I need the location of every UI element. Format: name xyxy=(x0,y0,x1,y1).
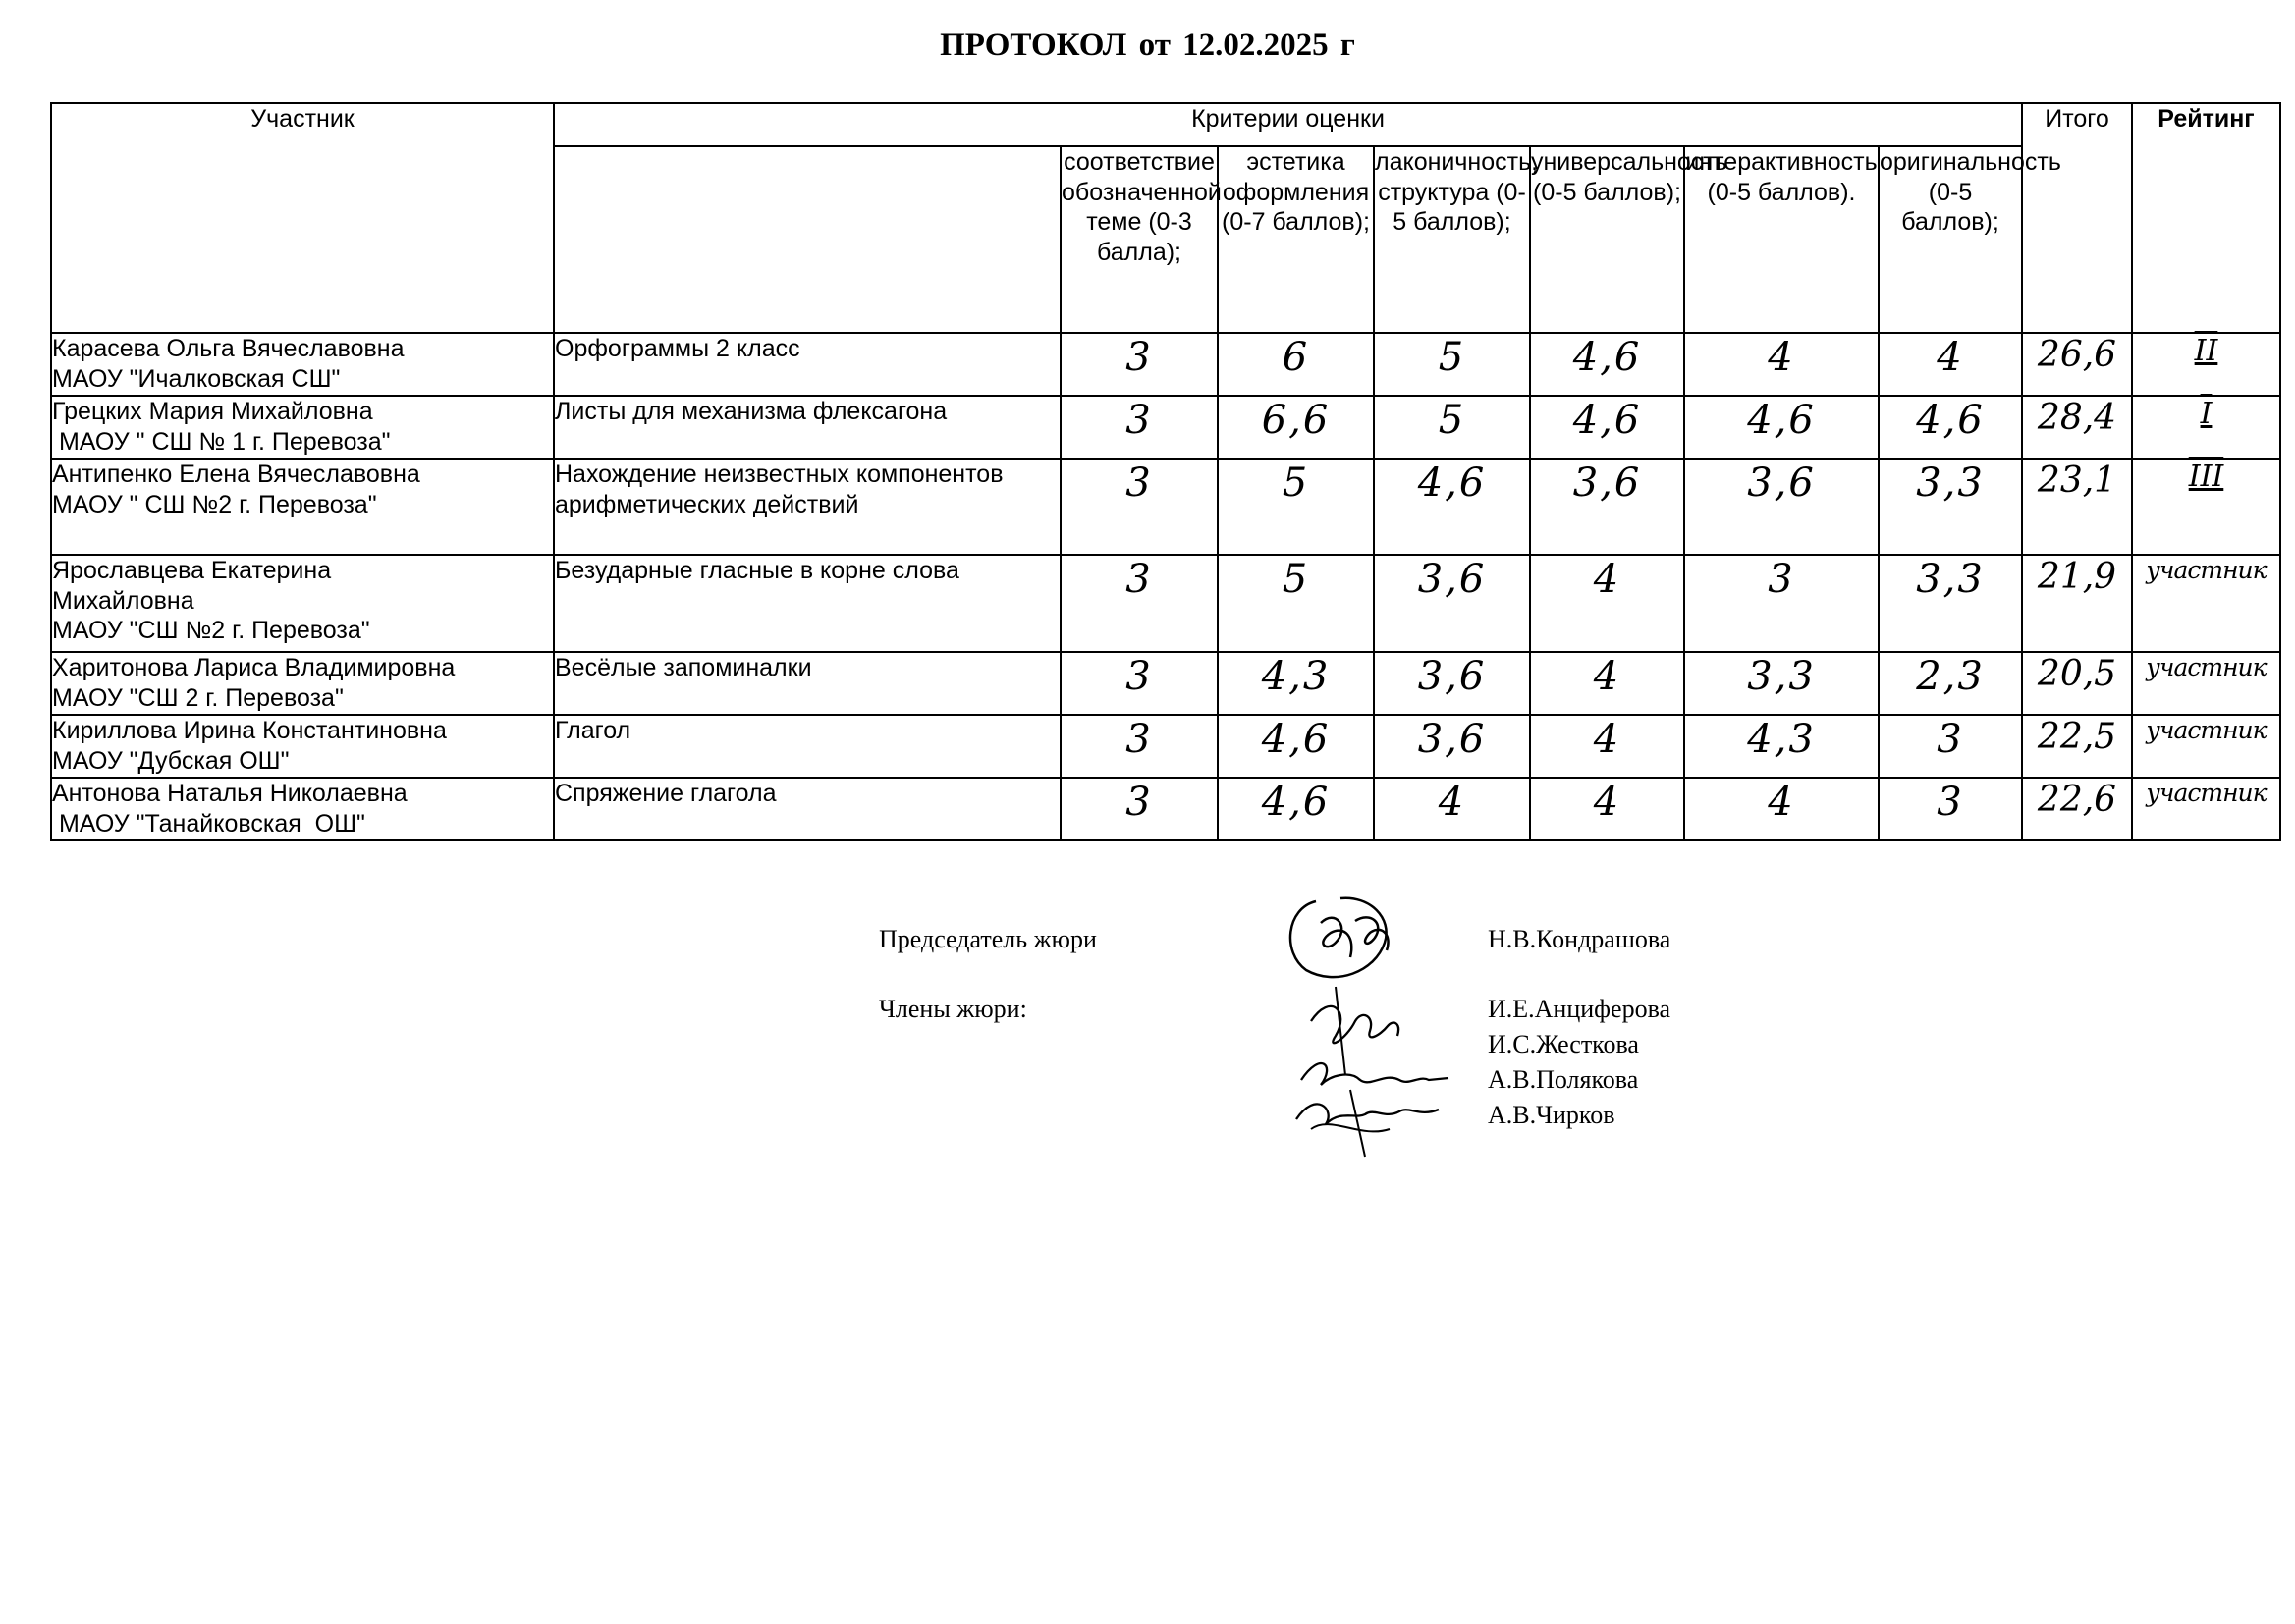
score-cell: 4,3 xyxy=(1684,715,1879,778)
participant-school: МАОУ "СШ 2 г. Перевоза" xyxy=(52,683,344,712)
total-cell: 22,6 xyxy=(2022,778,2132,840)
score-cell: 3 xyxy=(1684,555,1879,652)
participant-name: Карасева Ольга Вячеславовна xyxy=(52,335,405,362)
score-cell: 4 xyxy=(1530,555,1684,652)
participant-name: Антипенко Елена Вячеславовна xyxy=(52,460,420,488)
participant-school: МАОУ "Дубская ОШ" xyxy=(52,746,290,775)
rating-cell: участник xyxy=(2132,555,2280,652)
criterion-5: интерактивность (0-5 баллов). xyxy=(1684,146,1879,333)
score-cell: 5 xyxy=(1218,555,1374,652)
score-cell: 4 xyxy=(1530,652,1684,715)
table-row xyxy=(51,396,2280,459)
score-cell: 4,3 xyxy=(1218,652,1374,715)
topic-cell: Весёлые запоминалки xyxy=(554,652,1061,715)
rating-cell: участник xyxy=(2132,652,2280,715)
score-cell: 3,6 xyxy=(1374,652,1530,715)
total-cell: 21,9 xyxy=(2022,555,2132,652)
score-cell: 3,3 xyxy=(1879,459,2022,555)
total-cell: 22,5 xyxy=(2022,715,2132,778)
score-cell: 6 xyxy=(1218,333,1374,396)
participant-school: МАОУ "Танайковская ОШ" xyxy=(52,809,365,838)
header-rating: Рейтинг xyxy=(2132,103,2280,333)
participant-cell xyxy=(51,715,554,778)
score-cell: 4 xyxy=(1530,715,1684,778)
participant-cell xyxy=(51,459,554,555)
topic-cell: Листы для механизма флексагона xyxy=(554,396,1061,459)
participant-name: Антонова Наталья Николаевна xyxy=(52,780,408,807)
members-signatures xyxy=(1291,982,1488,1159)
score-cell: 4,6 xyxy=(1684,396,1879,459)
rating-cell: I xyxy=(2132,396,2280,459)
score-cell: 3,3 xyxy=(1879,555,2022,652)
participant-cell xyxy=(51,555,554,652)
header-total: Итого xyxy=(2022,103,2132,333)
chair-label: Председатель жюри xyxy=(879,925,1097,953)
score-cell: 3 xyxy=(1061,555,1218,652)
score-cell: 4,6 xyxy=(1374,459,1530,555)
topic-cell: Безударные гласные в корне слова xyxy=(554,555,1061,652)
participant-school: МАОУ "Ичалковская СШ" xyxy=(52,364,341,393)
jury-member: И.С.Жесткова xyxy=(1488,1030,1639,1058)
participant-name: Кириллова Ирина Константиновна xyxy=(52,717,447,744)
members-label: Члены жюри: xyxy=(879,995,1027,1023)
rating-cell: II xyxy=(2132,333,2280,396)
score-cell: 3 xyxy=(1061,778,1218,840)
score-cell: 3 xyxy=(1061,459,1218,555)
criterion-1: соответствие обозначенной теме (0-3 балла); xyxy=(1061,146,1218,333)
score-cell: 3,6 xyxy=(1374,715,1530,778)
table-row xyxy=(51,555,2280,652)
rating-cell: участник xyxy=(2132,715,2280,778)
participant-school: МАОУ " СШ № 1 г. Перевоза" xyxy=(52,427,391,456)
criterion-3: лаконичность, структура (0-5 баллов); xyxy=(1374,146,1530,333)
score-cell: 3 xyxy=(1061,715,1218,778)
participant-cell xyxy=(51,333,554,396)
participant-school: МАОУ "СШ №2 г. Перевоза" xyxy=(52,617,370,644)
rating-cell: III xyxy=(2132,459,2280,555)
jury-member: И.Е.Анциферова xyxy=(1488,995,1671,1023)
header-criteria: Критерии оценки xyxy=(554,103,2022,146)
criterion-2: эстетика оформления (0-7 баллов); xyxy=(1218,146,1374,333)
topic-cell: Орфограммы 2 класс xyxy=(554,333,1061,396)
score-cell: 3 xyxy=(1879,778,2022,840)
score-cell: 4 xyxy=(1530,778,1684,840)
members-list xyxy=(1488,992,1670,1133)
score-cell: 4,6 xyxy=(1530,396,1684,459)
score-cell: 4 xyxy=(1684,333,1879,396)
score-cell: 4 xyxy=(1879,333,2022,396)
participant-name: Грецких Мария Михайловна xyxy=(52,398,373,425)
protocol-title: ПРОТОКОЛ от 12.02.2025 г xyxy=(940,27,1355,63)
participant-name: Харитонова Лариса Владимировна xyxy=(52,654,456,681)
score-cell: 5 xyxy=(1374,333,1530,396)
score-cell: 3,6 xyxy=(1684,459,1879,555)
header-topic-blank xyxy=(554,146,1061,333)
score-cell: 4,6 xyxy=(1218,778,1374,840)
score-cell: 3 xyxy=(1061,396,1218,459)
score-cell: 4,6 xyxy=(1218,715,1374,778)
score-cell: 6,6 xyxy=(1218,396,1374,459)
criterion-4: универсальность (0-5 баллов); xyxy=(1530,146,1684,333)
total-cell: 26,6 xyxy=(2022,333,2132,396)
score-cell: 3,3 xyxy=(1684,652,1879,715)
topic-cell: Спряжение глагола xyxy=(554,778,1061,840)
header-participant: Участник xyxy=(51,103,554,333)
topic-cell: Глагол xyxy=(554,715,1061,778)
table-row xyxy=(51,778,2280,840)
table-row xyxy=(51,459,2280,555)
participant-name: Ярославцева Екатерина Михайловна xyxy=(52,557,332,615)
participant-cell xyxy=(51,778,554,840)
score-cell: 3 xyxy=(1061,652,1218,715)
score-cell: 3 xyxy=(1061,333,1218,396)
topic-cell: Нахождение неизвестных компонентов арифметических действий xyxy=(554,459,1061,555)
score-cell: 5 xyxy=(1374,396,1530,459)
rating-cell: участник xyxy=(2132,778,2280,840)
results-table xyxy=(50,102,2281,841)
total-cell: 23,1 xyxy=(2022,459,2132,555)
score-cell: 3 xyxy=(1879,715,2022,778)
table-row xyxy=(51,652,2280,715)
total-cell: 28,4 xyxy=(2022,396,2132,459)
participant-cell xyxy=(51,652,554,715)
score-cell: 5 xyxy=(1218,459,1374,555)
jury-member: А.В.Полякова xyxy=(1488,1065,1639,1094)
table-row xyxy=(51,715,2280,778)
score-cell: 3,6 xyxy=(1374,555,1530,652)
score-cell: 2,3 xyxy=(1879,652,2022,715)
participant-cell xyxy=(51,396,554,459)
score-cell: 4,6 xyxy=(1879,396,2022,459)
score-cell: 4,6 xyxy=(1530,333,1684,396)
jury-member: А.В.Чирков xyxy=(1488,1101,1615,1129)
chair-name: Н.В.Кондрашова xyxy=(1488,925,1671,953)
header-row xyxy=(51,103,2280,146)
score-cell: 4 xyxy=(1684,778,1879,840)
score-cell: 3,6 xyxy=(1530,459,1684,555)
table-row xyxy=(51,333,2280,396)
total-cell: 20,5 xyxy=(2022,652,2132,715)
criterion-6: оригинальность (0-5 баллов); xyxy=(1879,146,2022,333)
participant-school: МАОУ " СШ №2 г. Перевоза" xyxy=(52,490,377,518)
chair-signature xyxy=(1277,884,1424,992)
score-cell: 4 xyxy=(1374,778,1530,840)
